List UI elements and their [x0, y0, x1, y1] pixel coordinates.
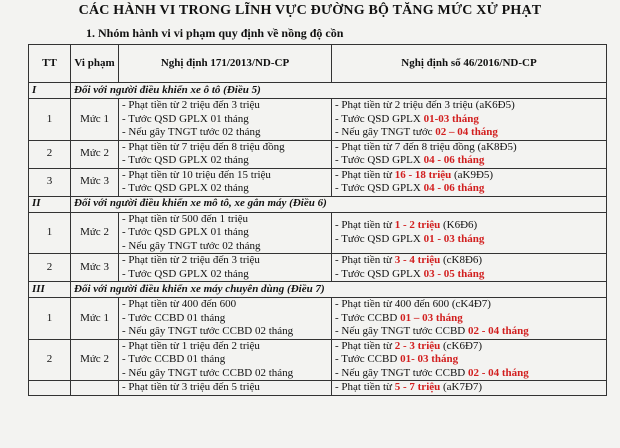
- penalty-text: - Tước CCBD: [335, 353, 401, 365]
- row-number: 2: [29, 140, 71, 168]
- document-title: CÁC HÀNH VI TRONG LĨNH VỰC ĐƯỜNG BỘ TĂNG MỨC XỬ PHẠT: [78, 3, 542, 18]
- new-decree-cell: [332, 99, 607, 141]
- old-penalty-line: - Tước QSD GPLX 02 tháng: [122, 154, 249, 166]
- penalty-text: - Phạt tiền từ: [335, 219, 395, 232]
- penalty-text: - Tước QSD GPLX: [335, 232, 424, 245]
- old-decree-cell: [119, 339, 332, 381]
- old-penalty-line: - Tước QSD GPLX 02 tháng: [122, 182, 249, 194]
- penalty-text: - Phạt tiền từ 7 đến 8 triệu đồng (aK8Đ5): [335, 140, 517, 153]
- penalty-text: - Tước QSD GPLX: [335, 112, 424, 125]
- increased-penalty: 3 - 4 triệu: [394, 254, 441, 266]
- violation-level: Mức 3: [71, 254, 119, 282]
- new-penalty-line: [335, 353, 603, 367]
- old-penalty-line: - Phạt tiền từ 500 đến 1 triệu: [122, 212, 249, 225]
- article-reference: (K6Đ6): [440, 219, 478, 232]
- new-penalty-line: [335, 113, 603, 127]
- penalty-text: - Nếu gây TNGT tước: [335, 126, 436, 138]
- new-penalty-line: [335, 340, 603, 354]
- new-penalty-line: [335, 99, 603, 113]
- violation-level: Mức 1: [71, 298, 119, 340]
- penalty-text: - Tước QSD GPLX: [335, 267, 424, 280]
- penalty-text: - Nếu gây TNGT tước CCBD: [335, 366, 468, 379]
- old-penalty-line: - Phạt tiền từ 7 triệu đến 8 triệu đồng: [122, 140, 285, 153]
- old-decree-cell: [119, 254, 332, 282]
- increased-penalty: 02 – 04 tháng: [435, 126, 498, 138]
- row-number: 2: [29, 339, 71, 381]
- increased-penalty: 03 - 05 tháng: [423, 267, 485, 280]
- increased-penalty: 01-03 tháng: [423, 112, 479, 125]
- old-penalty-line: - Phạt tiền từ 2 triệu đến 3 triệu: [122, 254, 260, 266]
- old-penalty-line: - Nếu gây TNGT tước CCBD 02 tháng: [122, 366, 294, 379]
- new-penalty-line: [335, 325, 603, 339]
- old-penalty-line: - Tước QSD GPLX 01 tháng: [122, 226, 249, 238]
- new-penalty-line: [335, 182, 603, 196]
- old-penalty-line: - Phạt tiền từ 400 đến 600: [122, 298, 237, 310]
- old-penalty-line: - Tước QSD GPLX 02 tháng: [122, 267, 249, 280]
- new-decree-cell: [332, 254, 607, 282]
- penalty-table: [28, 44, 607, 396]
- increased-penalty: 01 – 03 tháng: [400, 311, 463, 324]
- old-penalty-line: - Phạt tiền từ 10 triệu đến 15 triệu: [122, 168, 271, 181]
- section-header-row: [29, 83, 607, 99]
- increased-penalty: 04 - 06 tháng: [423, 154, 485, 166]
- penalty-text: - Tước QSD GPLX: [335, 182, 424, 194]
- penalty-text: - Tước QSD GPLX: [335, 154, 424, 166]
- section-title: Đối với người điều khiển xe mô tô, xe gắn máy (Điều 6): [71, 196, 607, 212]
- section-number: III: [29, 282, 71, 298]
- penalty-text: - Phạt tiền từ 2 triệu đến 3 triệu (aK6Đ5): [335, 99, 515, 111]
- penalty-text: - Nếu gây TNGT tước CCBD: [335, 325, 468, 337]
- article-reference: (cK6Đ7): [440, 339, 483, 352]
- penalty-text: - Phạt tiền từ: [335, 339, 395, 352]
- penalty-text: - Phạt tiền từ 400 đến 600 (cK4Đ7): [335, 298, 491, 310]
- section-number: I: [29, 83, 71, 99]
- row-number: 1: [29, 99, 71, 141]
- table-row: [29, 140, 607, 168]
- section-subtitle: 1. Nhóm hành vi vi phạm quy định về nồng độ cồn: [86, 26, 344, 40]
- table-row: [29, 254, 607, 282]
- old-penalty-line: - Phạt tiền từ 2 triệu đến 3 triệu: [122, 99, 260, 111]
- old-decree-cell: [119, 140, 332, 168]
- table-row: [29, 339, 607, 381]
- section-title: Đối với người điều khiển xe máy chuyên dùng (Điều 7): [71, 282, 607, 298]
- violation-level: Mức 2: [71, 212, 119, 254]
- old-penalty-line: - Nếu gây TNGT tước CCBD 02 tháng: [122, 325, 294, 337]
- new-penalty-line: [335, 298, 603, 312]
- row-number: [29, 381, 71, 396]
- penalty-text: - Phạt tiền từ: [335, 254, 395, 266]
- new-penalty-line: [335, 268, 603, 282]
- new-decree-cell: [332, 381, 607, 396]
- old-penalty-line: - Nếu gây TNGT tước 02 tháng: [122, 239, 261, 252]
- new-penalty-line: [335, 312, 603, 326]
- increased-penalty: 1 - 2 triệu: [394, 219, 441, 232]
- section-header-row: [29, 282, 607, 298]
- old-penalty-line: - Tước QSD GPLX 01 tháng: [122, 112, 249, 125]
- new-penalty-line: [335, 154, 603, 168]
- old-penalty-line: - Phạt tiền từ 1 triệu đến 2 triệu: [122, 339, 260, 352]
- increased-penalty: 02 - 04 tháng: [467, 366, 529, 379]
- table-row: [29, 298, 607, 340]
- section-header-row: [29, 196, 607, 212]
- penalty-text: - Tước CCBD: [335, 311, 401, 324]
- section-title: Đối với người điều khiển xe ô tô (Điều 5): [71, 83, 607, 99]
- header-level: Vi phạm: [71, 45, 119, 83]
- header-old-decree: Nghị định 171/2013/ND-CP: [119, 45, 332, 83]
- header-tt: TT: [29, 45, 71, 83]
- old-penalty-line: - Nếu gây TNGT tước 02 tháng: [122, 126, 261, 138]
- section-number: II: [29, 196, 71, 212]
- new-penalty-line: [335, 141, 603, 155]
- new-decree-cell: [332, 339, 607, 381]
- new-penalty-line: [335, 233, 603, 247]
- penalty-text: - Phạt tiền từ: [335, 381, 395, 393]
- table-body: [29, 83, 607, 396]
- violation-level: Mức 2: [71, 140, 119, 168]
- increased-penalty: 16 - 18 triệu: [394, 168, 452, 181]
- old-decree-cell: [119, 99, 332, 141]
- row-number: 3: [29, 168, 71, 196]
- new-penalty-line: [335, 254, 603, 268]
- new-decree-cell: [332, 140, 607, 168]
- table-row: [29, 212, 607, 254]
- new-decree-cell: [332, 212, 607, 254]
- increased-penalty: 2 - 3 triệu: [394, 339, 441, 352]
- old-penalty-line: - Tước CCBD 01 tháng: [122, 311, 226, 324]
- violation-level: Mức 1: [71, 99, 119, 141]
- new-penalty-line: [335, 219, 603, 233]
- violation-level: [71, 381, 119, 396]
- violation-level: Mức 3: [71, 168, 119, 196]
- article-reference: (aK9Đ5): [451, 168, 494, 181]
- old-decree-cell: [119, 381, 332, 396]
- header-new-decree: Nghị định số 46/2016/ND-CP: [332, 45, 607, 83]
- new-penalty-line: [335, 381, 603, 395]
- increased-penalty: 02 - 04 tháng: [467, 325, 529, 337]
- increased-penalty: 5 - 7 triệu: [394, 381, 441, 393]
- table-row: [29, 168, 607, 196]
- increased-penalty: 04 - 06 tháng: [423, 182, 485, 194]
- article-reference: (aK7Đ7): [440, 381, 483, 393]
- table-row: [29, 99, 607, 141]
- table-row: [29, 381, 607, 396]
- violation-level: Mức 2: [71, 339, 119, 381]
- old-penalty-line: - Tước CCBD 01 tháng: [122, 353, 226, 365]
- penalty-text: - Phạt tiền từ: [335, 168, 395, 181]
- old-decree-cell: [119, 298, 332, 340]
- new-penalty-line: [335, 367, 603, 381]
- new-decree-cell: [332, 298, 607, 340]
- increased-penalty: 01- 03 tháng: [400, 353, 459, 365]
- row-number: 1: [29, 212, 71, 254]
- old-penalty-line: - Phạt tiền từ 3 triệu đến 5 triệu: [122, 381, 260, 393]
- table-header-row: [29, 45, 607, 83]
- new-penalty-line: [335, 169, 603, 183]
- increased-penalty: 01 - 03 tháng: [423, 232, 485, 245]
- article-reference: (cK8Đ6): [440, 254, 483, 266]
- old-decree-cell: [119, 212, 332, 254]
- old-decree-cell: [119, 168, 332, 196]
- row-number: 2: [29, 254, 71, 282]
- new-penalty-line: [335, 126, 603, 140]
- row-number: 1: [29, 298, 71, 340]
- new-decree-cell: [332, 168, 607, 196]
